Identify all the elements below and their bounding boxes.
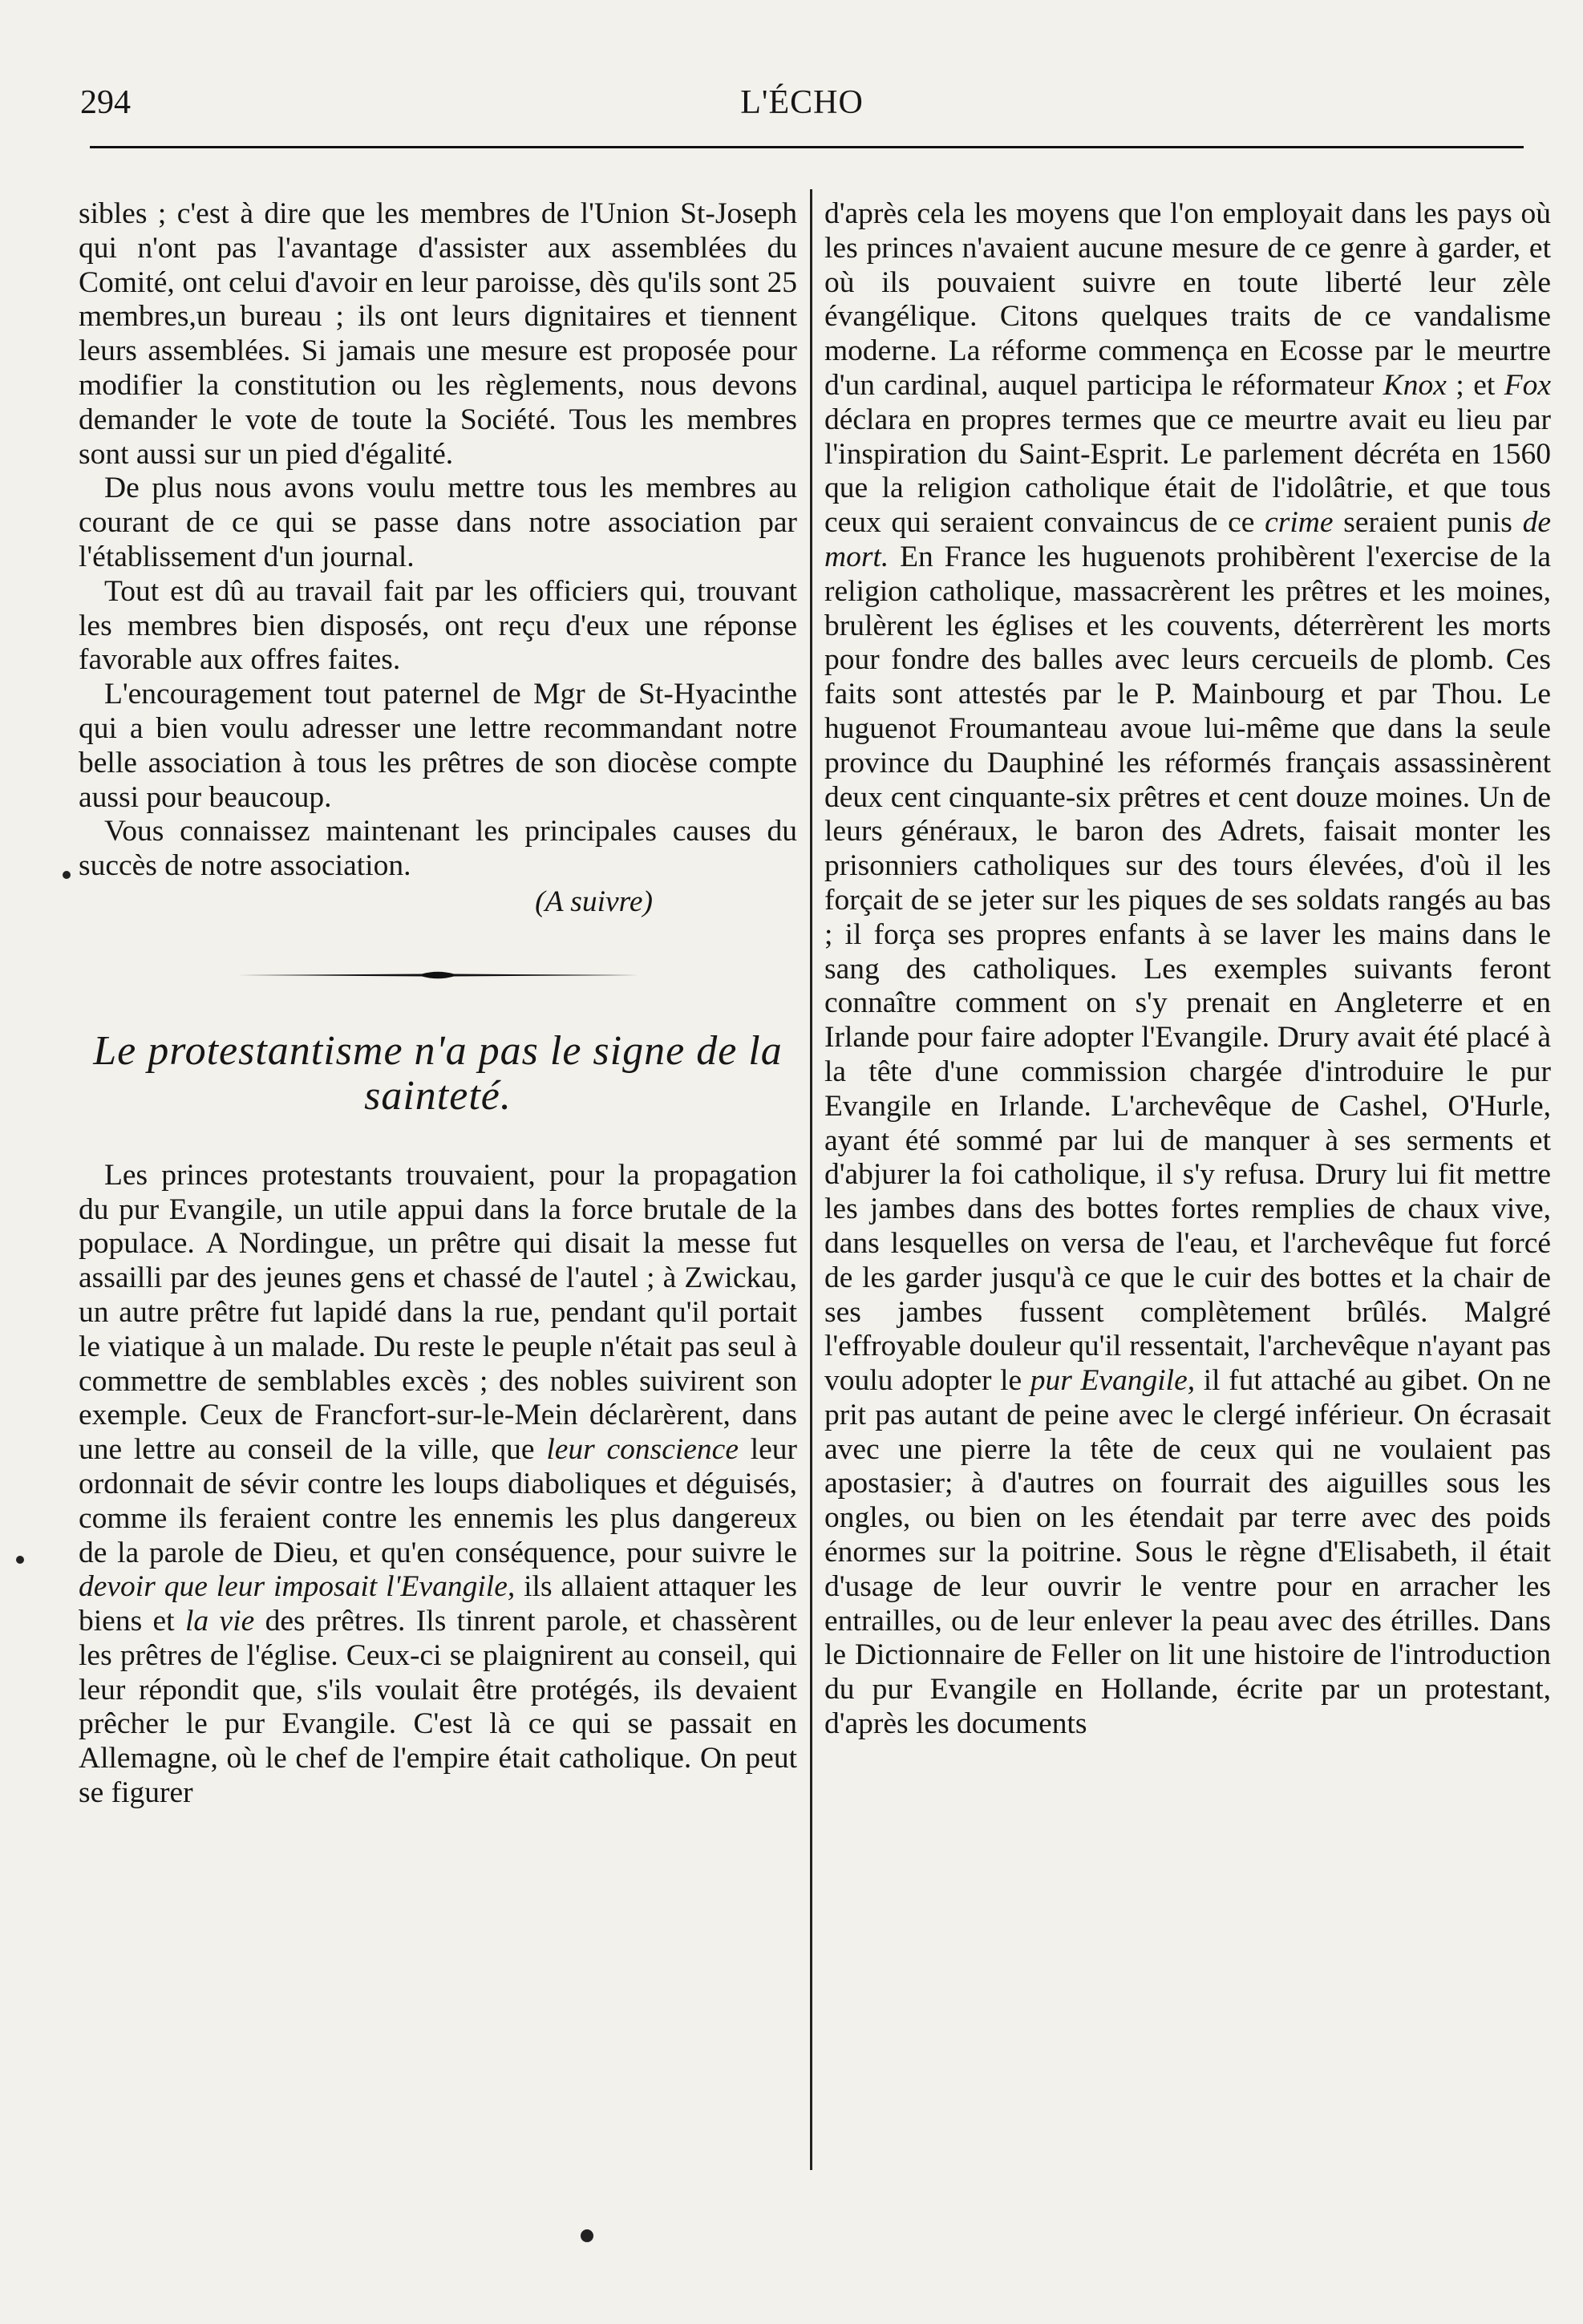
divider-ornament-graphic [237, 970, 638, 981]
text-run: déclara en propres termes que ce meurtre avait eu lieu par l'inspiration du Saint-Esprit. Le parlement décréta en 1560 que la religion catholique était de l'idolâtrie, et que tous ceux qui seraient convaincus de ce [824, 403, 1551, 540]
italic-run: Fox [1504, 368, 1552, 402]
right-column [824, 197, 1551, 1742]
text-run: d'après cela les moyens que l'on employait dans les pays où les princes n'avaient aucune mesure de ce genre à garder, et où ils pouvaient suivre en toute liberté leur zèle évangélique. Citons quelques traits de ce vandalisme moderne. La réforme commença en Ecosse par le meurtre d'un cardinal, auquel participa le réformateur [824, 197, 1551, 402]
to-be-continued-note: (A suivre) [535, 885, 653, 918]
italic-run: crime [1265, 506, 1334, 540]
text-run: il fut attaché au gibet. On ne prit pas autant de peine avec le clergé inférieur. On écrasait avec une pierre la tête de ceux qui ne voulaient pas apostasier; à d'autres on fourrait des aiguilles sous les ongles, ou bien on les étendait par terre avec des poids énormes sur la poitrine. Sous le règne d'Elisabeth, il était d'usage de leur ouvrir le ventre pour en arracher les entrailles, ou de leur enlever la peau avec des étrilles. Dans le Dictionnaire de Feller on lit une histoire de l'introduction du pur Evangile en Hollande, écrite par un protestant, d'après les documents [824, 1364, 1551, 1741]
italic-run: pur Evangile, [1030, 1364, 1196, 1398]
article-paragraph [79, 1159, 797, 1811]
paragraph: sibles ; c'est à dire que les membres de l'Union St-Joseph qui n'ont pas l'avantage d'assister aux assemblées du Comité, ont celui d'avoir en leur paroisse, dès qu'ils sont 25 membres,un bureau ; ils ont leurs dignitaires et tiennent leurs assemblées. Si jamais une mesure est proposée pour modifier la constitution ou les règlements, nous devons demander le vote de toute la Société. Tous les membres sont aussi sur un pied d'égalité. [79, 197, 797, 471]
text-run: leur ordonnait de sévir contre les loups diaboliques et déguisés, comme ils feraient contre les ennemis les plus dangereux de la parole de Dieu, et qu'en conséquence, pour suivre le [79, 1433, 798, 1569]
italic-run: de mort. [824, 506, 1552, 573]
left-column [79, 197, 797, 1811]
paragraph: Tout est dû au travail fait par les officiers qui, trouvant les membres bien disposés, ont reçu d'eux une réponse favorable aux offres faites. [79, 574, 797, 677]
page-number: 294 [80, 84, 131, 121]
text-run: En France les huguenots prohibèrent l'exercise de la religion catholique, massacrèrent les prêtres et les moines, brulèrent les églises et les couvents, déterrèrent les morts pour fondre des balles avec leurs cercueils de plomb. Ces faits sont attestés par le P. Mainbourg et par Thou. Le huguenot Froumanteau avoue lui-même que dans la seule province du Dauphiné les réformés français assassinèrent deux cent cinquante-six prêtres et cent douze moines. Un de leurs généraux, le baron des Adrets, faisait monter les prisonniers catholiques sur des tours élevées, d'où il les forçait de se jeter sur les piques de ses soldats rangés au bas ; il força ses propres enfants à se laver les mains dans le sang des catholiques. Les exemples suivants feront connaître comment on s'y prenait en Angleterre et en Irlande pour faire adopter l'Evangile. Drury avait été placé à la tête d'une commission chargée d'introduire le pur Evangile en Irlande. L'archevêque de Cashel, O'Hurle, ayant été sommé par lui de manquer à ses serments et d'abjurer la foi catholique, il s'y refusa. Drury lui fit mettre les jambes dans des bottes fortes remplies de chaux vive, dans lesquelles on versa de l'eau, et l'archevêque fut forcé de les garder jusqu'à ce que le cuir des bottes et la chair de ses jambes fussent complètement brûlés. Malgré l'effroyable douleur qu'il ressentait, l'archevêque n'ayant pas voulu adopter le [824, 540, 1551, 1398]
margin-bullet-mark [63, 871, 71, 879]
italic-run: leur conscience [546, 1433, 739, 1467]
header-rule [90, 146, 1524, 148]
italic-run: devoir que leur imposait l'Evangile, [79, 1570, 516, 1604]
text-run: ; et [1455, 368, 1496, 402]
text-run: Les princes protestants trouvaient, pour la propagation du pur Evangile, un utile appui dans la force brutale de la populace. A Nordingue, un prêtre qui disait la messe fut assailli par des jeunes gens et chassé de l'autel ; à Zwickau, un autre prêtre fut lapidé dans la rue, pendant qu'il portait le viatique à un malade. Du reste le peuple n'était pas seul à commettre de semblables excès ; des nobles suivirent son exemple. Ceux de Francfort-sur-le-Mein déclarèrent, dans une lettre au conseil de la ville, que [79, 1158, 797, 1467]
section-divider-ornament [237, 970, 638, 981]
article-continuation [824, 197, 1551, 1742]
page-header [80, 83, 1524, 132]
text-run: seraient punis [1343, 506, 1512, 540]
margin-bullet-mark [16, 1556, 24, 1564]
paragraph: De plus nous avons voulu mettre tous les membres au courant de ce qui se passe dans notre association par l'établissement d'un journal. [79, 472, 797, 573]
article-title: Le protestantisme n'a pas le signe de la sainteté. [93, 1027, 783, 1119]
italic-run: Knox [1383, 368, 1447, 402]
margin-bullet-mark [581, 2229, 593, 2242]
italic-run: la vie [185, 1605, 255, 1638]
page-title: L'ÉCHO [740, 84, 864, 121]
text-run: des prêtres. Ils tinrent parole, et chassèrent les prêtres de l'église. Ceux-ci se plaignirent au conseil, qui leur répondit que, s'ils voulait être protégés, ils devaient prêcher le pur Evangile. C'est là ce qui se passait en Allemagne, où le chef de l'empire était catholique. On peut se figurer [79, 1605, 798, 1810]
paragraph: L'encouragement tout paternel de Mgr de St-Hyacinthe qui a bien voulu adresser une lettre recommandant notre belle association à tous les prêtres de son diocèse compte aussi pour beaucoup. [79, 678, 797, 814]
paragraph: Vous connaissez maintenant les principales causes du succès de notre association. [79, 815, 797, 883]
column-divider [810, 189, 812, 2170]
text-run: ils allaient attaquer les biens et [79, 1570, 798, 1638]
